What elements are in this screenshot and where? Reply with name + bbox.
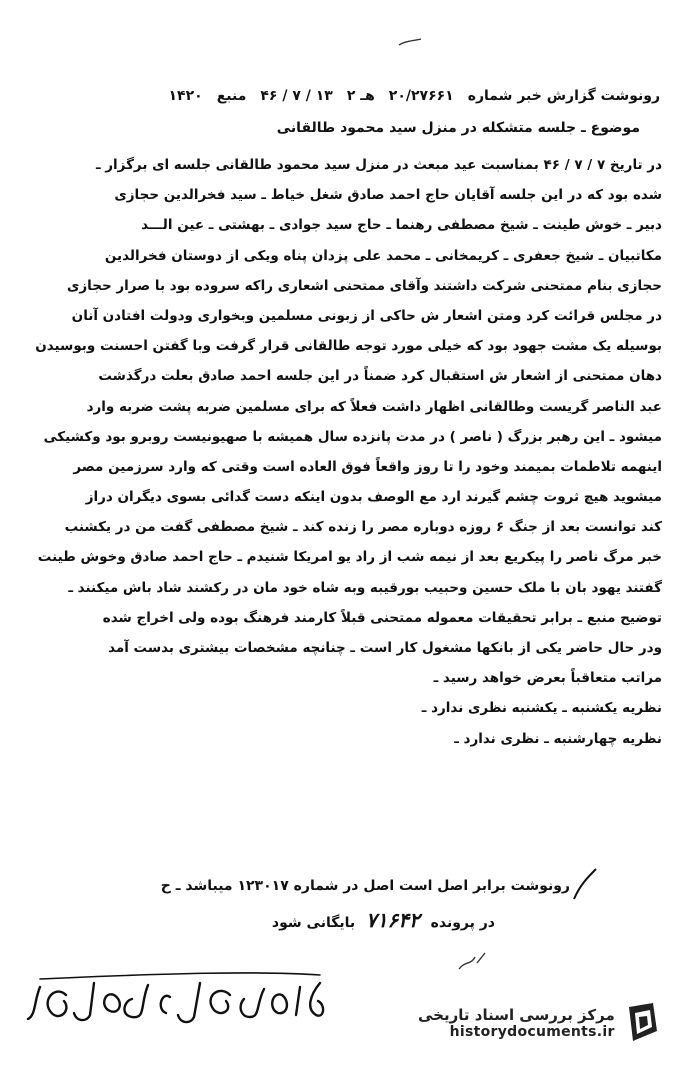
top-mark bbox=[395, 35, 425, 49]
watermark-text bbox=[418, 1006, 615, 1040]
body-line: مکاتبیان ـ شیخ جعفری ـ کریمخانی ـ محمد علی پزدان پناه ویکی از دوستان فخرالدین bbox=[104, 247, 662, 264]
archive-file-number: ۷۱۶۴۲ bbox=[366, 908, 420, 932]
body-line: مراتب متعاقباً بعرض خواهد رسید ـ bbox=[433, 670, 662, 687]
source-number: ۱۴۲۰ bbox=[168, 88, 203, 104]
report-body bbox=[32, 150, 662, 754]
archive-note-prefix: در پرونده bbox=[430, 915, 495, 931]
archive-note: رونوشت برابر اصل است اصل در شماره ۱۲۳۰۱۷ میباشد ـ ح bbox=[160, 878, 570, 894]
report-number: ۲۰/۲۷۶۶۱ bbox=[388, 88, 454, 104]
body-line: بوسیله یک مشت جهود بود که خیلی مورد توجه طالقانی قرار گرفت وبا گفتن احسنت وبوسیدن bbox=[35, 338, 662, 355]
body-line: اینهمه تلاطمات بمیمند وخود را تا روز واقعاً فوق العاده است وقتی که وارد سرزمین مصر bbox=[73, 458, 662, 475]
archive-note-2 bbox=[155, 908, 495, 932]
report-header bbox=[30, 88, 660, 104]
body-line: گفتند یهود بان با ملک حسین وحبیب بورقیبه وبه شاه خود مان در رکشند شاد باش میکنند ـ bbox=[68, 579, 662, 596]
body-line: ودر حال حاضر یکی از بانکها مشغول کار است ـ چنانچه مشخصات بیشتری بدست آمد bbox=[108, 640, 662, 656]
report-date: ۱۳ / ۷ / ۴۶ bbox=[260, 88, 333, 104]
body-line: دهان ممتحنی از اشعار ش استقبال کرد ضمناً در این جلسه احمد صادق بعلت درگذشت bbox=[98, 368, 662, 385]
archive-note-suffix: بایگانی شود bbox=[271, 915, 356, 931]
watermark-org-name: مرکز بررسی اسناد تاریخی bbox=[418, 1006, 615, 1024]
report-label: رونوشت گزارش خبر شماره bbox=[467, 88, 660, 104]
body-line: خبر مرگ ناصر را پیکریع بعد از نیمه شب از راد یو امریکا شنیدم ـ حاج احمد صادق وخوش طینت bbox=[37, 549, 662, 566]
body-line: حجازی بنام ممتحنی شرکت داشتند وآقای ممتحنی اشعاری راکه سروده بود با صرار حجازی bbox=[67, 277, 662, 294]
body-line: نظریه چهارشنبه ـ نظری ندارد ـ bbox=[454, 730, 662, 747]
body-line: میشود ـ این رهبر بزرگ ( ناصر ) در مدت پانزده سال همیشه با صهیونیست روبرو بود وکشیکی bbox=[43, 428, 662, 445]
body-line: دبیر ـ خوش طینت ـ شیخ مصطفی رهنما ـ حاج سید جوادی ـ بهشتی ـ عین الـــد bbox=[141, 217, 662, 234]
body-line: در تاریخ ۷ / ۷ / ۴۶ بمناسبت عید مبعث در منزل سید محمود طالقانی جلسه ای برگزار ـ bbox=[95, 157, 662, 173]
body-line: نظریه یکشنبه ـ یکشنبه نظری ندارد ـ bbox=[421, 700, 662, 717]
handwritten-signature bbox=[20, 965, 330, 1035]
body-line: توضیح منبع ـ برابر تحقیقات معموله ممتحنی قبلاً کارمند فرهنگ بوده ولی اخراج شده bbox=[102, 609, 662, 626]
body-line: عبد الناصر گریست وطالقانی اظهار داشت فعلاً که برای مسلمین ضربه پشت ضربه وارد bbox=[86, 398, 662, 415]
hijri-label: هـ ۲ bbox=[346, 88, 375, 104]
subject-line: موضوع ـ جلسه متشکله در منزل سید محمود طالقانی bbox=[276, 120, 640, 136]
check-mark-scribble bbox=[570, 865, 600, 905]
source-label: منبع bbox=[216, 88, 247, 104]
small-scribble bbox=[455, 945, 495, 975]
archive-logo-icon bbox=[623, 1001, 663, 1045]
body-line: کند توانست بعد از جنگ ۶ روزه دوباره مصر را زنده کند ـ شیخ مصطفی گفت من در یکشنب bbox=[64, 519, 662, 536]
body-line: میشوید هیچ ثروت چشم گیرند ارد مع الوصف بدون اینکه دست گدائی بسوی دیگران دراز bbox=[85, 489, 662, 506]
body-line: در مجلس قرائت کرد ومتن اشعار ش حاکی از زبونی مسلمین وبخواری ودولت افتادن آنان bbox=[71, 307, 662, 324]
body-line: شده بود که در این جلسه آقایان حاج احمد صادق شغل خیاط ـ سید فخرالدین حجازی bbox=[114, 187, 662, 204]
watermark bbox=[418, 999, 688, 1047]
watermark-website: historydocuments.ir bbox=[449, 1024, 615, 1040]
